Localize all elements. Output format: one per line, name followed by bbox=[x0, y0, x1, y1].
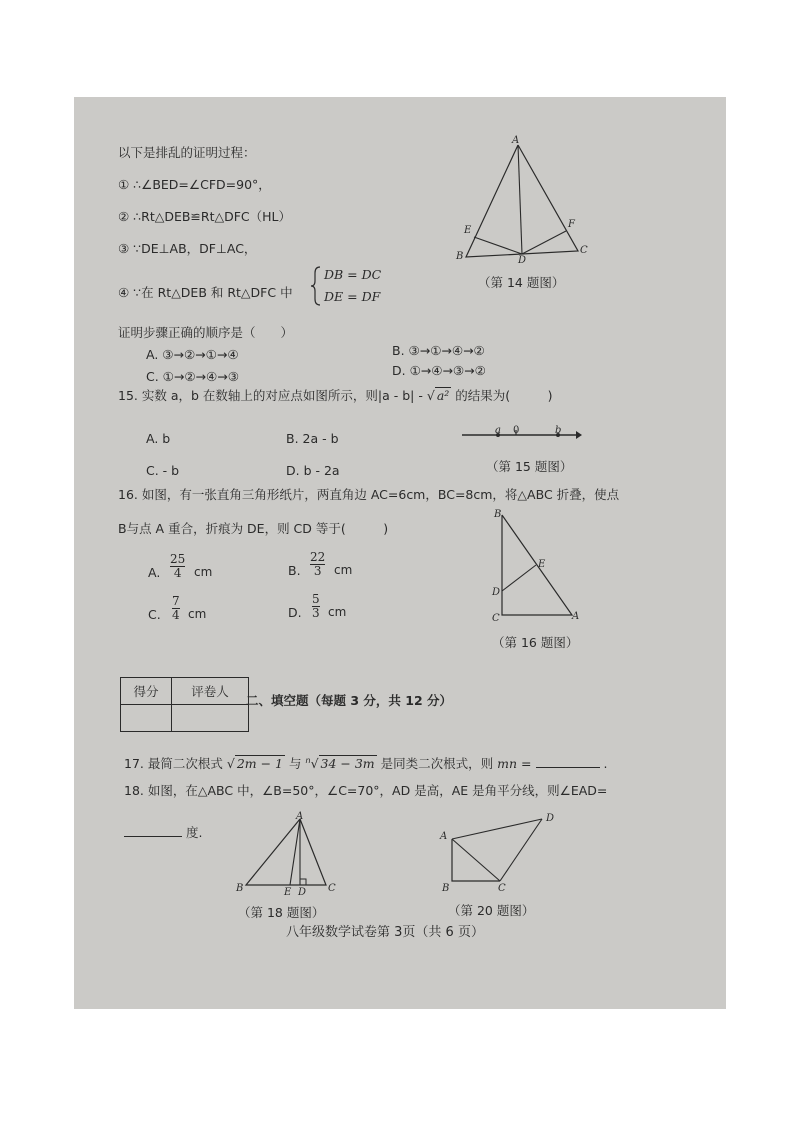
q15-option-c[interactable]: C. - b bbox=[146, 463, 180, 478]
section-2-title: 二、填空题（每题 3 分，共 12 分） bbox=[246, 693, 453, 708]
q14-segment-df bbox=[522, 231, 566, 254]
q16-option-a-unit: cm bbox=[194, 565, 213, 579]
q20-caption: （第 20 题图） bbox=[448, 903, 535, 918]
q20-label-a: A bbox=[440, 831, 448, 842]
q18-line-1: 18. 如图，在△ABC 中，∠B=50°，∠C=70°，AD 是高，AE 是角平分线，则∠EAD= bbox=[124, 783, 608, 798]
proof-intro: 以下是排乱的证明过程： bbox=[118, 145, 256, 160]
score-table bbox=[120, 677, 249, 732]
q16-label-e: E bbox=[538, 559, 546, 570]
q17-answer-blank[interactable] bbox=[536, 767, 600, 768]
score-cell[interactable] bbox=[121, 705, 172, 732]
q18-caption: （第 18 题图） bbox=[238, 905, 325, 920]
q14-figure bbox=[454, 133, 594, 263]
q14-segment-ad bbox=[518, 145, 522, 254]
q17-text-b: 是同类二次根式，则 bbox=[380, 756, 494, 772]
brace-icon bbox=[310, 265, 322, 307]
q20-label-c: C bbox=[498, 883, 506, 893]
q20-segment-cd bbox=[500, 819, 542, 881]
q18-label-b: B bbox=[236, 883, 244, 894]
q16-line-2: B与点 A 重合，折痕为 DE，则 CD 等于( ) bbox=[118, 521, 389, 536]
q16-option-d-unit: cm bbox=[328, 605, 347, 619]
q18-line-2-wrap bbox=[124, 825, 202, 841]
q15-number-line bbox=[458, 423, 582, 449]
q18-figure bbox=[234, 811, 340, 895]
right-angle-icon bbox=[300, 879, 306, 885]
q17-radical-2: $^n$√ 34 − 3m bbox=[305, 756, 375, 772]
q18-label-e: E bbox=[284, 887, 292, 895]
q16-option-a-fraction: 25 4 bbox=[170, 552, 186, 580]
q14-option-c[interactable]: C. ①→②→④→③ bbox=[146, 369, 239, 384]
q15-point-b: b bbox=[555, 425, 562, 436]
q16-option-a-label[interactable]: A. bbox=[148, 565, 161, 580]
grader-cell[interactable] bbox=[172, 705, 249, 732]
q16-option-c-label[interactable]: C. bbox=[148, 607, 161, 622]
q15-point-zero: 0 bbox=[513, 425, 520, 436]
q14-option-d[interactable]: D. ①→④→③→② bbox=[392, 363, 486, 378]
exam-page bbox=[74, 97, 726, 1009]
q18-label-d: D bbox=[298, 887, 307, 895]
q20-label-d: D bbox=[546, 813, 555, 824]
q15-text-a: 15. 实数 a，b 在数轴上的对应点如图所示，则|a - b| - bbox=[118, 388, 423, 403]
q16-option-d-label[interactable]: D. bbox=[288, 605, 302, 620]
q14-label-b: B bbox=[456, 251, 464, 262]
proof-step-3: ③ ∵DE⊥AB，DF⊥AC， bbox=[118, 241, 257, 256]
q18-label-c: C bbox=[328, 883, 336, 894]
q14-prompt: 证明步骤正确的顺序是（ ） bbox=[118, 325, 294, 340]
q16-option-b-unit: cm bbox=[334, 563, 353, 577]
q15-option-b[interactable]: B. 2a - b bbox=[286, 431, 339, 446]
q17-stem bbox=[124, 753, 607, 772]
q16-label-d: D bbox=[492, 587, 501, 598]
q14-label-f: F bbox=[568, 219, 575, 230]
q14-label-a: A bbox=[512, 135, 520, 146]
grader-header: 评卷人 bbox=[172, 678, 249, 705]
q16-option-c-fraction: 7 4 bbox=[172, 594, 180, 622]
q14-label-c: C bbox=[580, 245, 588, 256]
q14-option-a[interactable]: A. ③→②→①→④ bbox=[146, 347, 239, 362]
q14-caption: （第 14 题图） bbox=[478, 275, 565, 290]
q15-option-d[interactable]: D. b - 2a bbox=[286, 463, 340, 478]
q16-option-d-fraction: 5 3 bbox=[312, 592, 320, 620]
q20-segment-ad bbox=[452, 819, 542, 839]
q15-option-a[interactable]: A. b bbox=[146, 431, 171, 446]
q16-label-c: C bbox=[492, 613, 500, 623]
q14-label-e: E bbox=[464, 225, 472, 236]
q18-label-a: A bbox=[296, 811, 304, 822]
q15-point-a: a bbox=[495, 425, 501, 436]
q16-triangle bbox=[502, 515, 572, 615]
q16-line-1: 16. 如图，有一张直角三角形纸片，两直角边 AC=6cm，BC=8cm，将△ABC 折叠，使点 bbox=[118, 487, 620, 502]
q16-fold-de bbox=[502, 565, 536, 591]
step4-equation-2: DE = DF bbox=[324, 289, 381, 304]
q14-label-d: D bbox=[518, 255, 527, 263]
step4-brace-system bbox=[310, 265, 390, 307]
q16-option-c-unit: cm bbox=[188, 607, 207, 621]
q17-text-a: 17. 最简二次根式 bbox=[124, 756, 223, 772]
q16-caption: （第 16 题图） bbox=[492, 635, 579, 650]
q14-segment-de bbox=[474, 237, 522, 254]
q16-label-b: B bbox=[494, 509, 502, 520]
proof-step-1: ① ∴∠BED=∠CFD=90°， bbox=[118, 177, 271, 192]
q17-mn: mn = bbox=[497, 756, 532, 772]
proof-step-4: ④ ∵在 Rt△DEB 和 Rt△DFC 中 bbox=[118, 285, 293, 300]
q14-option-b[interactable]: B. ③→①→④→② bbox=[392, 343, 485, 358]
q16-option-b-label[interactable]: B. bbox=[288, 563, 301, 578]
q20-figure bbox=[436, 809, 568, 893]
arrow-right-icon bbox=[576, 431, 582, 439]
q16-option-b-fraction: 22 3 bbox=[310, 550, 326, 578]
q17-text-mid: 与 bbox=[288, 756, 302, 772]
q18-answer-blank[interactable] bbox=[124, 836, 182, 837]
page-footer: 八年级数学试卷第 3页（共 6 页） bbox=[286, 925, 484, 940]
q15-text-b: 的结果为( ) bbox=[455, 388, 553, 403]
q17-radical-1: √ 2m − 1 bbox=[226, 756, 283, 772]
proof-step-2: ② ∴Rt△DEB≌Rt△DFC（HL） bbox=[118, 209, 292, 224]
q15-stem bbox=[118, 387, 553, 404]
score-header: 得分 bbox=[121, 678, 172, 705]
q18-triangle bbox=[246, 819, 326, 885]
q20-label-b: B bbox=[442, 883, 450, 893]
q16-label-a: A bbox=[572, 611, 580, 622]
q16-figure bbox=[488, 507, 580, 623]
q15-caption: （第 15 题图） bbox=[486, 459, 573, 474]
q17-end: . bbox=[603, 756, 608, 772]
q20-segment-ac bbox=[452, 839, 500, 881]
step4-equation-1: DB = DC bbox=[324, 267, 382, 282]
q15-sqrt: √ a² bbox=[426, 388, 450, 403]
q18-line-2: 度. bbox=[185, 825, 203, 840]
